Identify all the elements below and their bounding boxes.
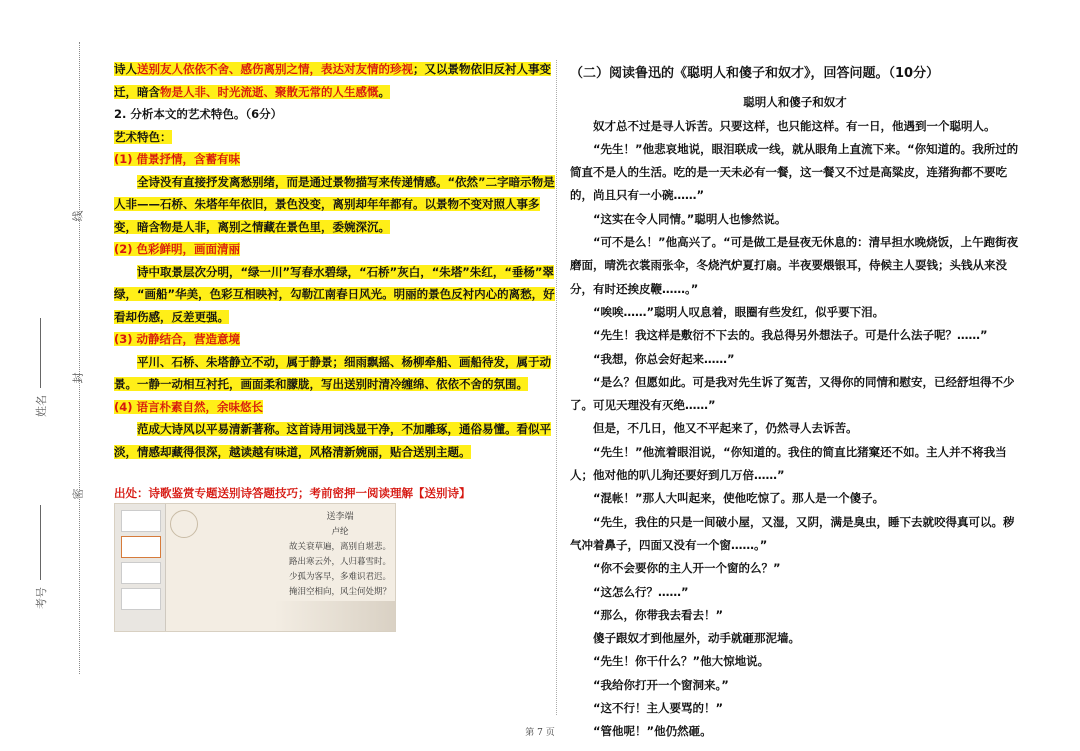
feature-1-title: (1) 借景抒情，含蓄有味 <box>114 152 241 166</box>
article-paragraph: “先生，我住的只是一间破小屋，又湿，又阴，满是臭虫，睡下去就咬得真可以。秽气冲着鼻子，四面又没有一个窗……。” <box>570 514 1015 552</box>
article-paragraph: “是么？但愿如此。可是我对先生诉了冤苦，又得你的同情和慰安，已经舒坦得不少了。可见天理没有灭绝……” <box>570 374 1015 413</box>
feature-3-title: (3) 动静结合，营造意境 <box>114 332 241 346</box>
poem-line: 掩泪空相向，风尘何处期？ <box>288 587 391 597</box>
seal-label: 封 <box>71 372 85 384</box>
article-paragraph: “可不是么！”他高兴了。“可是做工是昼夜无休息的：清早担水晚烧饭，上午跑街夜磨面，晴洗衣裳雨张伞，冬烧汽炉夏打扇。半夜要煨银耳，侍候主人耍钱；头钱从来没分，有时还挨皮鞭……。” <box>570 235 1019 296</box>
page-number: 第 7 页 <box>525 728 555 738</box>
feature-2-text: 诗中取景层次分明，“绿一川”写春水碧绿，“石桥”灰白，“朱塔”朱红，“垂杨”翠绿，“画船”华美，色彩互相映衬，勾勒江南春日风光。明丽的景色反衬内心的离愁，好看却伤感，反差更强。 <box>114 264 555 324</box>
article-title: 聪明人和傻子和奴才 <box>743 95 847 110</box>
slide-thumbnail <box>121 510 161 532</box>
question-2: 2. 分析本文的艺术特色。（6分） <box>114 107 283 121</box>
binding-margin <box>0 0 110 751</box>
name-line <box>40 318 41 388</box>
right-column <box>570 62 1020 744</box>
feature-3-text: 平川、石桥、朱塔静立不动，属于静景；细雨飘摇、杨柳牵船、画船待发，属于动景。一静一动相互衬托，画面柔和朦胧，写出送别时清冷缠绵、依依不舍的氛围。 <box>114 354 551 391</box>
poem-line: 故关衰草遍，离别自堪悲。 <box>288 542 391 552</box>
article-paragraph: “那么，你带我去看去！” <box>593 607 724 622</box>
article-paragraph: “我想，你总会好起来……” <box>593 351 735 366</box>
article-paragraph: “混帐！”那人大叫起来，使他吃惊了。那人是一个傻子。 <box>593 491 885 506</box>
poem-line: 路出寒云外，人归暮雪时。 <box>288 557 391 567</box>
slide-screenshot <box>114 503 396 632</box>
features-label: 艺术特色： <box>114 129 172 144</box>
article-paragraph: “这怎么行？……” <box>593 584 689 599</box>
feature-4-title: (4) 语言朴素自然，余味悠长 <box>114 399 264 414</box>
id-label: 考号 <box>35 587 48 609</box>
slide-poem <box>220 510 396 600</box>
article-paragraph: “先生！”他流着眼泪说，“你知道的。我住的简直比猪窠还不如。主人并不将我当人；他对他的叭儿狗还要好到几万倍……” <box>570 444 1007 483</box>
decorative-circle <box>170 510 198 538</box>
tight-label: 密 <box>71 488 85 500</box>
slide-thumbnail <box>121 588 161 610</box>
poem-title: 送李端 <box>326 512 354 522</box>
binding-dotted-line <box>79 42 80 674</box>
answer-intro: 诗人送别友人依依不舍、感伤离别之情，表达对友情的珍视；又以景物依旧反衬人事变迁，暗含物是人非、时光流逝、聚散无常的人生感慨。 <box>114 62 551 99</box>
article-paragraph: 傻子跟奴才到他屋外，动手就砸那泥墙。 <box>593 631 800 646</box>
ink-wash-decoration <box>275 601 395 631</box>
article-paragraph: “先生！你干什么？”他大惊地说。 <box>593 654 770 669</box>
slide-thumbnail <box>121 536 161 558</box>
name-label: 姓名 <box>35 395 48 417</box>
article-paragraph: “这不行！主人要骂的！” <box>593 701 724 716</box>
article-paragraph: “我给你打开一个窗洞来。” <box>593 677 729 692</box>
id-line <box>40 505 41 580</box>
feature-1-text: 全诗没有直接抒发离愁别绪，而是通过景物描写来传递情感。“依然”二字暗示物是人非——石桥、朱塔年年依旧，景色没变，离别却年年都有。以景物不变对照人事多变，暗含物是人非，离别之情藏在景色里，委婉深沉。 <box>114 174 555 234</box>
article-paragraph: 但是，不几日，他又不平起来了，仍然寻人去诉苦。 <box>593 421 858 436</box>
left-column <box>114 58 559 505</box>
article-paragraph: “你不会要你的主人开一个窗的么？” <box>593 561 781 576</box>
poem-line: 少孤为客早，多难识君迟。 <box>288 572 391 582</box>
line-label: 线 <box>71 210 85 222</box>
article-paragraph: 奴才总不过是寻人诉苦。只要这样，也只能这样。有一日，他遇到一个聪明人。 <box>593 118 996 133</box>
source-note: 出处：诗歌鉴赏专题送别诗答题技巧；考前密押一阅读理解【送别诗】 <box>114 486 471 500</box>
feature-2-title: (2) 色彩鲜明，画面清丽 <box>114 242 241 256</box>
slide-thumbnail <box>121 562 161 584</box>
article-paragraph: “管他呢！”他仍然砸。 <box>593 724 712 739</box>
poem-author: 卢纶 <box>331 527 349 537</box>
reading-heading: （二）阅读鲁迅的《聪明人和傻子和奴才》，回答问题。（10分） <box>570 66 940 81</box>
article-paragraph: “这实在令人同情。”聪明人也惨然说。 <box>593 211 787 226</box>
article-paragraph: “先生！我这样是敷衍不下去的。我总得另外想法子。可是什么法子呢？……” <box>593 328 988 343</box>
article-paragraph: “唉唉……”聪明人叹息着，眼圈有些发红，似乎要下泪。 <box>593 304 885 319</box>
article-paragraph: “先生！”他悲哀地说，眼泪联成一线，就从眼角上直流下来。“你知道的。我所过的简直不是人的生活。吃的是一天未必有一餐，这一餐又不过是高粱皮，连猪狗都不要吃的，尚且只有一小碗……” <box>570 141 1019 203</box>
slide-thumbnail-panel <box>115 504 166 631</box>
feature-4-text: 范成大诗风以平易清新著称。这首诗用词浅显干净，不加雕琢，通俗易懂。看似平淡，情感却藏得很深，越读越有味道，风格清新婉丽，贴合送别主题。 <box>114 422 551 459</box>
